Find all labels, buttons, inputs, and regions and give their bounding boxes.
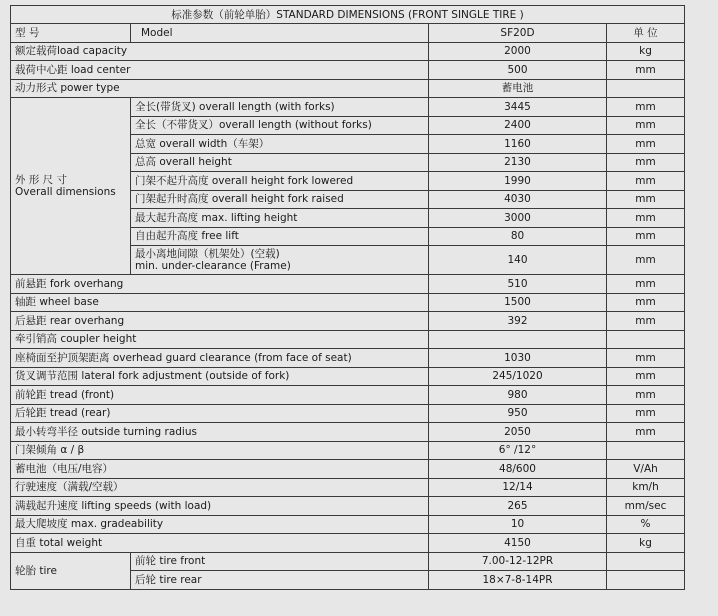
spec-value: 1500 [429,293,607,312]
table-row [11,534,685,553]
spec-value: 1990 [429,172,607,191]
spec-unit: mm [607,275,685,294]
spec-unit: mm [607,190,685,209]
spec-label: 前悬距 fork overhang [11,275,429,294]
spec-label: 总高 overall height [131,153,429,172]
spec-label: 动力形式 power type [11,79,429,98]
header-unit: 单 位 [607,24,685,43]
spec-unit: mm [607,293,685,312]
spec-label: 自由起升高度 free lift [131,227,429,246]
spec-label: 满载起升速度 lifting speeds (with load) [11,497,429,516]
spec-table [10,5,685,590]
spec-label: 后轮 tire rear [131,571,429,590]
table-row [11,61,685,80]
spec-value: 500 [429,61,607,80]
table-row [11,404,685,423]
spec-label: 最大爬坡度 max. gradeability [11,515,429,534]
table-row [11,98,685,117]
title-row [11,6,685,24]
table-row [11,349,685,368]
spec-label: 门架不起升高度 overall height fork lowered [131,172,429,191]
spec-value: 392 [429,312,607,331]
spec-label: 最小转弯半径 outside turning radius [11,423,429,442]
table-row [11,42,685,61]
spec-unit: % [607,515,685,534]
spec-value: 6° /12° [429,441,607,460]
header-model: SF20D [429,24,607,43]
spec-label: 门架起升时高度 overall height fork raised [131,190,429,209]
spec-label: 载荷中心距 load center [11,61,429,80]
clearance-label-en: min. under-clearance (Frame) [135,260,291,272]
spec-unit: mm [607,349,685,368]
spec-unit: mm/sec [607,497,685,516]
spec-value: 48/600 [429,460,607,479]
table-row [11,460,685,479]
spec-value: 10 [429,515,607,534]
spec-label: 总宽 overall width（车架） [131,135,429,154]
spec-value: 3000 [429,209,607,228]
table-row [11,330,685,349]
clearance-label [131,246,429,275]
overall-group-label-zh: 外 形 尺 寸 [15,174,68,186]
header-label-zh: 型 号 [15,26,40,39]
table-row [11,386,685,405]
spec-label: 轴距 wheel base [11,293,429,312]
spec-unit: mm [607,386,685,405]
header-row [11,24,685,43]
table-row [11,367,685,386]
spec-unit: mm [607,227,685,246]
table-row [11,552,685,571]
spec-value: 3445 [429,98,607,117]
spec-unit: kg [607,534,685,553]
spec-label: 后轮距 tread (rear) [11,404,429,423]
overall-group-label-en: Overall dimensions [15,186,116,198]
table-row [11,423,685,442]
spec-unit: mm [607,367,685,386]
spec-label: 行驶速度（满载/空载） [11,478,429,497]
spec-unit: mm [607,209,685,228]
spec-unit [607,571,685,590]
spec-label: 自重 total weight [11,534,429,553]
spec-value: 蓄电池 [429,79,607,98]
spec-unit: mm [607,404,685,423]
spec-unit: mm [607,61,685,80]
spec-value: 7.00-12-12PR [429,552,607,571]
spec-label: 全长（不带货叉）overall length (without forks) [131,116,429,135]
table-row [11,275,685,294]
header-model-label [131,24,429,43]
spec-unit: mm [607,246,685,275]
spec-value: 140 [429,246,607,275]
spec-value: 2400 [429,116,607,135]
spec-unit: km/h [607,478,685,497]
spec-unit: mm [607,153,685,172]
spec-label: 货叉调节范围 lateral fork adjustment (outside of fork) [11,367,429,386]
spec-value: 4150 [429,534,607,553]
spec-value: 980 [429,386,607,405]
spec-unit: kg [607,42,685,61]
tire-group-label: 轮胎 tire [11,552,131,589]
spec-unit: mm [607,312,685,331]
table-row [11,312,685,331]
spec-unit: mm [607,172,685,191]
spec-unit [607,552,685,571]
spec-value: 2050 [429,423,607,442]
spec-unit: mm [607,135,685,154]
spec-unit [607,330,685,349]
model-label-text: Model [141,26,173,39]
table-row [11,293,685,312]
spec-label: 牵引销高 coupler height [11,330,429,349]
table-row [11,515,685,534]
spec-unit: V/Ah [607,460,685,479]
spec-value: 80 [429,227,607,246]
spec-unit: mm [607,98,685,117]
spec-value: 2130 [429,153,607,172]
spec-value: 950 [429,404,607,423]
spec-unit: mm [607,423,685,442]
spec-value: 265 [429,497,607,516]
spec-label: 后悬距 rear overhang [11,312,429,331]
spec-label: 蓄电池（电压/电容） [11,460,429,479]
spec-value [429,330,607,349]
spec-label: 前轮距 tread (front) [11,386,429,405]
spec-value: 1160 [429,135,607,154]
table-row [11,497,685,516]
spec-unit: mm [607,116,685,135]
spec-value: 2000 [429,42,607,61]
spec-value: 18×7-8-14PR [429,571,607,590]
spec-label: 最大起升高度 max. lifting height [131,209,429,228]
spec-label: 前轮 tire front [131,552,429,571]
table-title: 标准参数（前轮单胎）STANDARD DIMENSIONS (FRONT SINGLE TIRE ) [11,6,685,24]
spec-label: 门架倾角 α / β [11,441,429,460]
overall-group-label [11,98,131,275]
table-row [11,441,685,460]
spec-value: 245/1020 [429,367,607,386]
spec-value: 1030 [429,349,607,368]
clearance-label-zh: 最小离地间隙（机架处）(空载) [135,248,280,260]
spec-label: 额定载荷load capacity [11,42,429,61]
table-row [11,478,685,497]
spec-unit [607,441,685,460]
spec-label: 全长(带货叉) overall length (with forks) [131,98,429,117]
spec-label: 座椅面至护顶架距离 overhead guard clearance (from face of seat) [11,349,429,368]
header-label [11,24,131,43]
spec-unit [607,79,685,98]
table-row [11,79,685,98]
spec-value: 510 [429,275,607,294]
spec-value: 12/14 [429,478,607,497]
spec-value: 4030 [429,190,607,209]
